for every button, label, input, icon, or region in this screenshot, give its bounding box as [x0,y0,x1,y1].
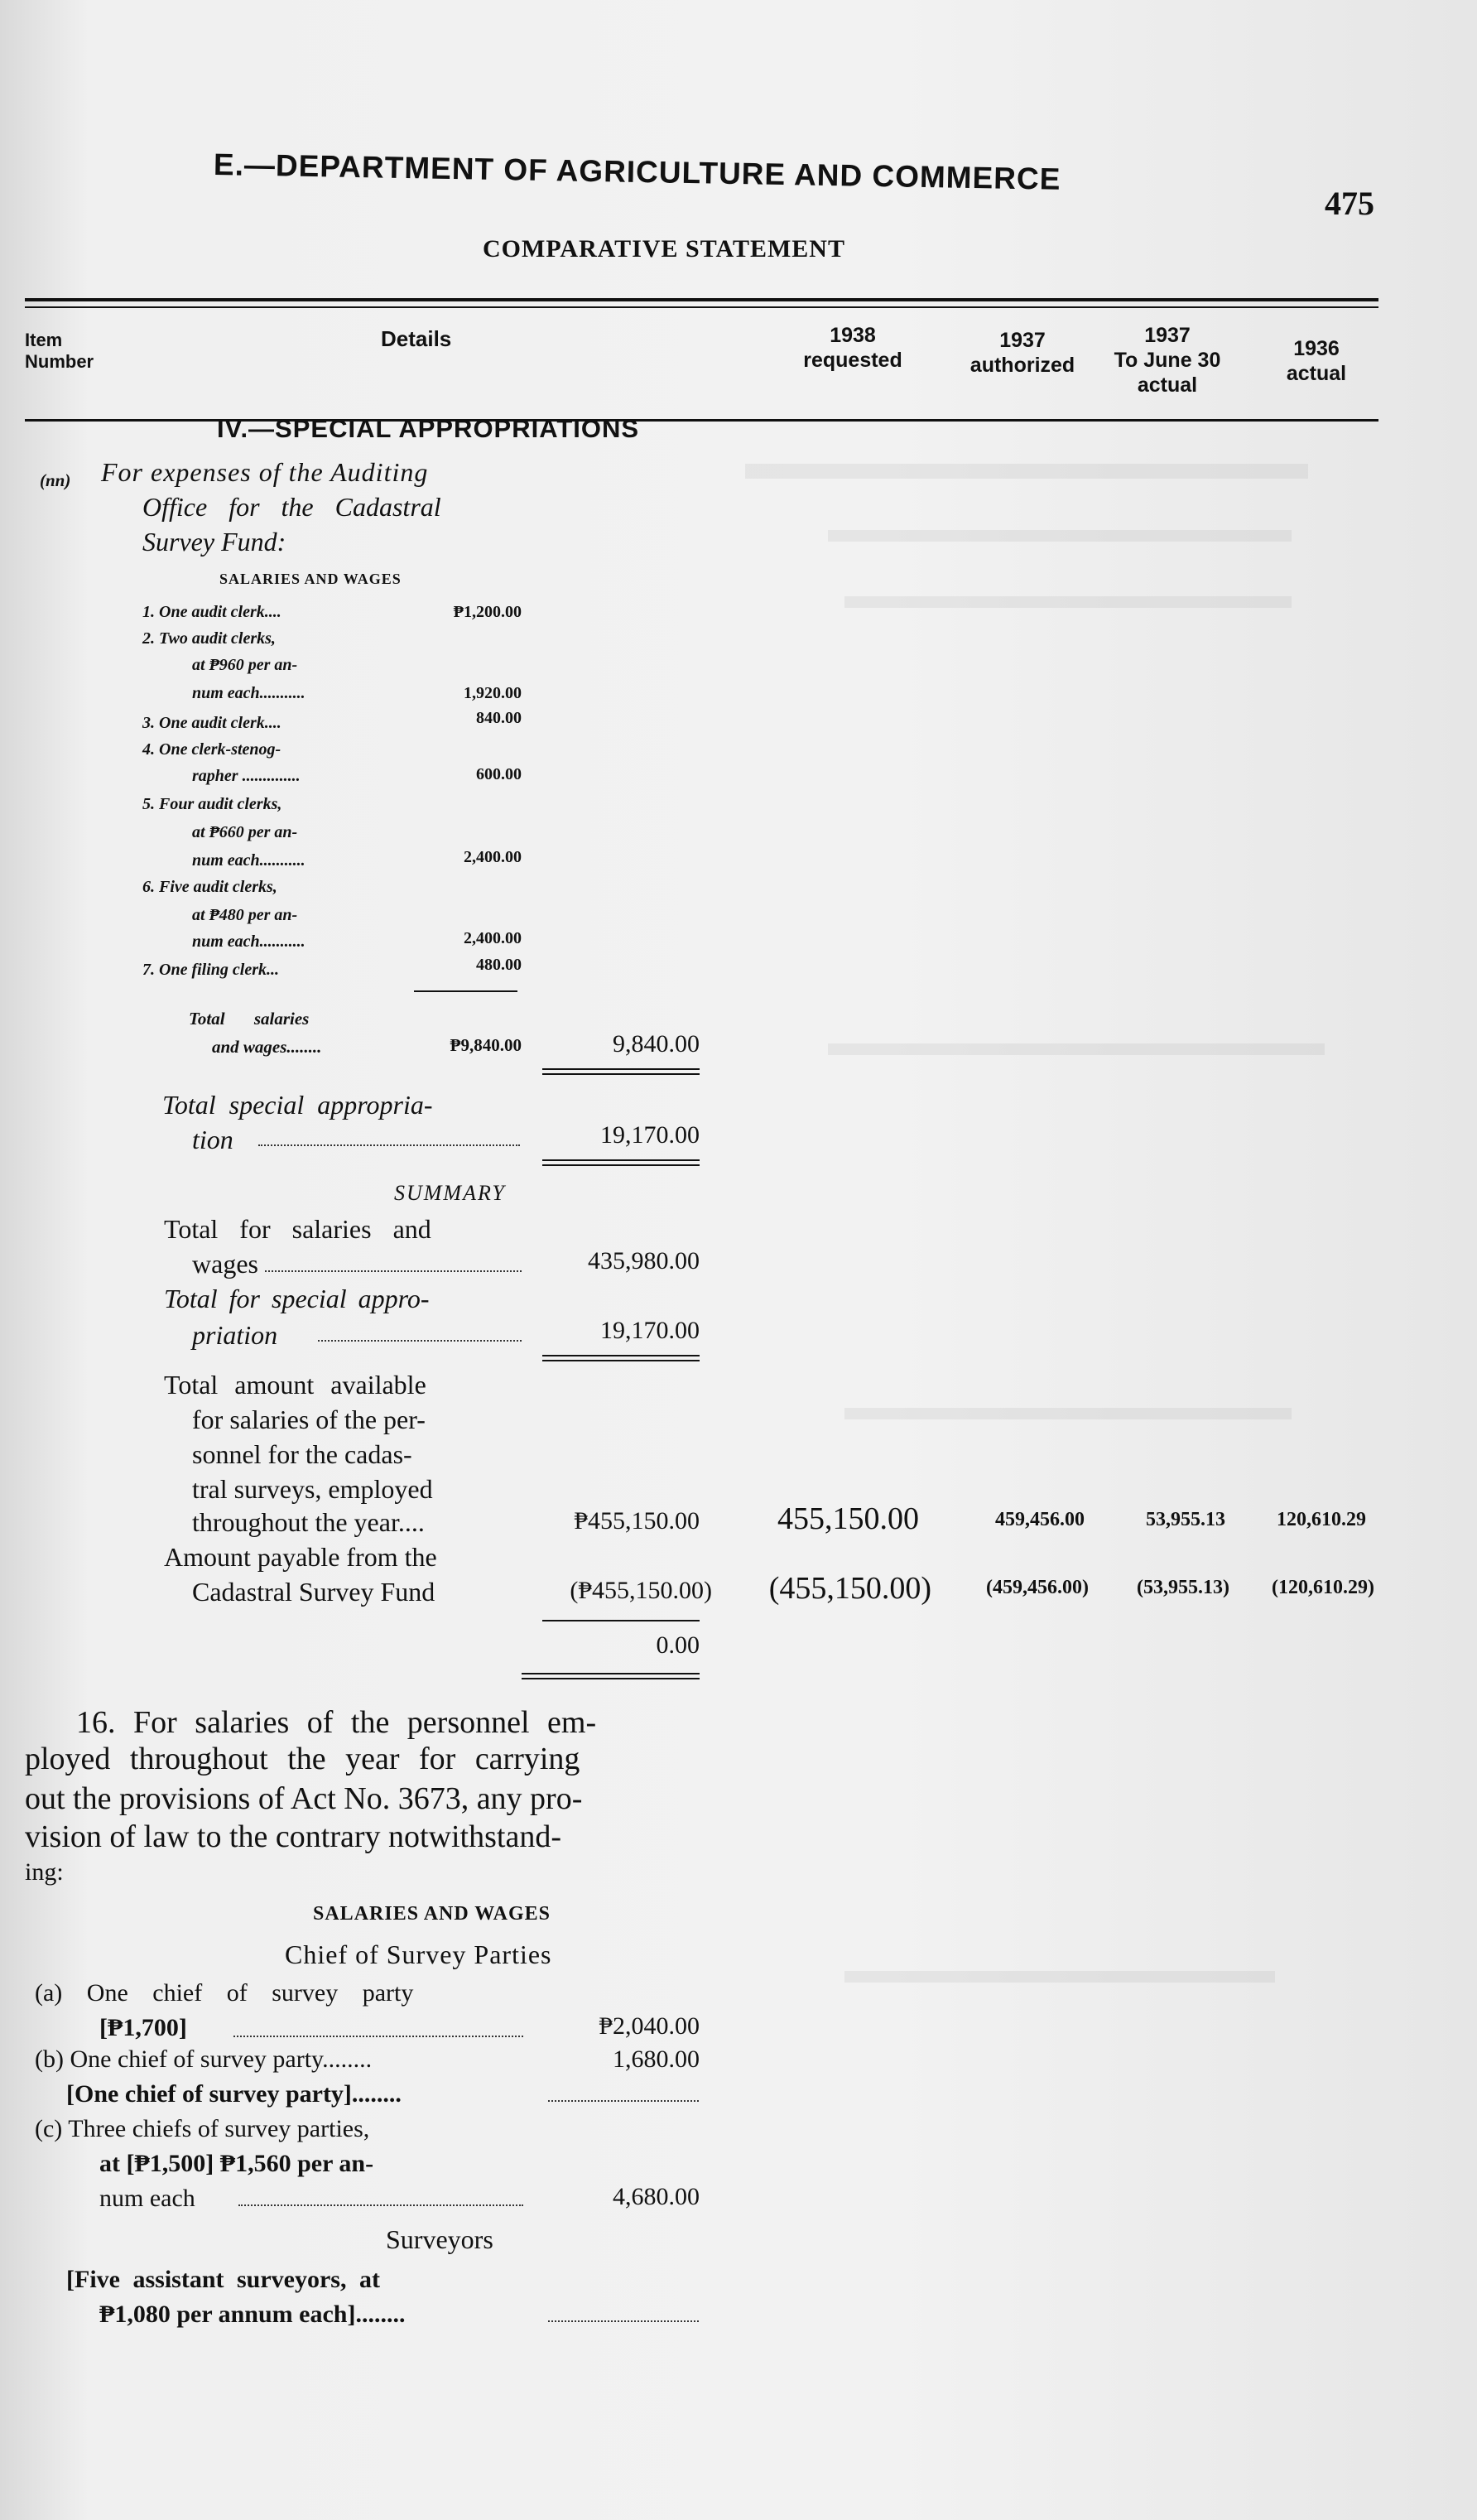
entry-b-amount: 1,680.00 [613,2045,700,2073]
item16-line: ing: [25,1858,64,1886]
leader-dots [548,2100,699,2102]
list-item: 1. One audit clerk.... [142,603,281,621]
entry-b-bracket: [One chief of survey party]........ [66,2080,402,2108]
list-item-amount: ₱1,200.00 [453,603,522,621]
list-item-amount: 2,400.00 [464,848,522,866]
list-item: num each........... [192,684,306,702]
bleed-through [745,464,1308,479]
summary-line: tral surveys, employed [192,1474,433,1504]
summary-line: Amount payable from the [164,1542,437,1572]
entry-surveyors: [Five assistant surveyors, at [66,2266,380,2293]
summary-special-amount: 19,170.00 [600,1317,700,1344]
nn-line: For expenses of the Auditing [101,457,429,487]
entry-a-bracket: [₱1,700] [99,2014,187,2041]
available-1937-actual: 53,955.13 [1146,1509,1225,1530]
payable-1937-authorized: (459,456.00) [986,1577,1089,1598]
summary-line: for salaries of the per- [192,1405,426,1434]
available-1936-actual: 120,610.29 [1277,1509,1366,1530]
total-rule [542,1164,700,1166]
available-1938: 455,150.00 [777,1501,919,1536]
leader-dots [318,1340,522,1342]
total-rule [542,1068,700,1070]
item16-line: 16. For salaries of the personnel em- [76,1705,597,1740]
total-rule [522,1673,700,1674]
list-item: rapher .............. [192,767,301,785]
header-rule [25,306,1378,308]
list-item: num each........... [192,932,306,951]
department-title: E.—DEPARTMENT OF AGRICULTURE AND COMMERCE [213,147,1061,196]
item16-line: out the provisions of Act No. 3673, any pro- [25,1781,583,1816]
total-rule [542,1073,700,1075]
list-item: 6. Five audit clerks, [142,878,277,896]
bleed-through [844,596,1292,608]
list-item-amount: 480.00 [476,956,522,974]
nn-line: Survey Fund: [142,527,286,557]
list-item: 5. Four audit clerks, [142,795,282,813]
total-salaries-label: and wages........ [212,1037,322,1057]
chief-heading: Chief of Survey Parties [285,1939,552,1969]
leader-dots [238,2204,523,2206]
entry-surveyors-line: ₱1,080 per annum each]........ [99,2301,406,2328]
summary-line: priation [192,1320,278,1350]
header-rule [25,298,1378,301]
total-rule [542,1360,700,1361]
total-salaries-amount: ₱9,840.00 [450,1035,522,1055]
summary-line: Total amount available [164,1370,426,1400]
item-marker: (nn) [40,470,71,490]
list-item-amount: 1,920.00 [464,684,522,702]
entry-a: (a) One chief of survey party [35,1979,414,2007]
page-number: 475 [1325,185,1374,222]
available-1937-authorized: 459,456.00 [995,1509,1085,1530]
entry-c: (c) Three chiefs of survey parties, [35,2115,370,2142]
summary-line: sonnel for the cadas- [192,1439,412,1469]
leader-dots [548,2320,699,2322]
payable-1938: (455,150.00) [768,1571,931,1606]
leader-dots [258,1144,520,1146]
list-item: 3. One audit clerk.... [142,714,281,732]
total-salaries-label: Total salaries [189,1009,310,1029]
bleed-through [828,1043,1325,1055]
list-item-amount: 2,400.00 [464,929,522,947]
net-amount: 0.00 [656,1631,700,1659]
payable-1936-actual: (120,610.29) [1272,1577,1374,1598]
total-rule [542,1159,700,1161]
bleed-through [828,530,1292,542]
page-subtitle: COMPARATIVE STATEMENT [483,235,845,263]
section-title: IV.—SPECIAL APPROPRIATIONS [217,414,640,443]
summary-heading: SUMMARY [394,1181,506,1205]
col-1936-actual: 1936 actual [1286,337,1347,385]
total-special-label: tion [192,1125,233,1154]
list-item: 4. One clerk-stenog- [142,740,281,759]
list-item-amount: 840.00 [476,709,522,727]
salaries-wages-heading: SALARIES AND WAGES [219,571,402,587]
summary-line: Total for special appro- [164,1284,430,1313]
list-item: at ₱660 per an- [192,823,298,841]
entry-b: (b) One chief of survey party........ [35,2045,373,2073]
list-item-amount: 600.00 [476,765,522,783]
col-item-number: Item Number [25,330,94,372]
payable-amount: (₱455,150.00) [570,1577,712,1604]
subtotal-rule [414,990,517,992]
summary-line: Total for salaries and [164,1214,431,1244]
list-item: 2. Two audit clerks, [142,629,276,648]
list-item: at ₱480 per an- [192,906,298,924]
total-special-label: Total special appropria- [162,1090,433,1120]
leader-dots [233,2036,523,2037]
bleed-through [844,1971,1275,1983]
total-rule [542,1355,700,1356]
available-amount: ₱455,150.00 [574,1507,700,1535]
bleed-through [844,1408,1292,1419]
col-1937-actual: 1937 To June 30 actual [1114,324,1221,397]
list-item: at ₱960 per an- [192,656,298,674]
total-special-amount: 19,170.00 [600,1121,700,1149]
list-item: 7. One filing clerk... [142,961,279,979]
summary-line: throughout the year.... [192,1507,425,1537]
item16-line: ployed throughout the year for carrying [25,1742,580,1776]
leader-dots [265,1270,522,1272]
entry-c-line: at [₱1,500] ₱1,560 per an- [99,2150,374,2177]
col-1938-requested: 1938 requested [803,324,902,372]
summary-line: wages [192,1249,258,1279]
total-salaries-column: 9,840.00 [613,1030,700,1058]
summary-salaries-amount: 435,980.00 [588,1247,700,1274]
payable-1937-actual: (53,955.13) [1137,1577,1229,1598]
item16-salaries-heading: SALARIES AND WAGES [313,1903,551,1925]
entry-c-amount: 4,680.00 [613,2183,700,2210]
total-rule [542,1620,700,1621]
nn-line: Office for the Cadastral [142,492,441,522]
list-item: num each........... [192,851,306,870]
total-rule [522,1678,700,1679]
col-1937-authorized: 1937 authorized [969,329,1075,377]
summary-line: Cadastral Survey Fund [192,1577,435,1607]
col-details: Details [381,326,452,351]
item16-line: vision of law to the contrary notwithstand- [25,1819,561,1854]
surveyors-heading: Surveyors [386,2224,493,2254]
entry-a-amount: ₱2,040.00 [599,2012,700,2040]
entry-c-line: num each [99,2185,195,2212]
